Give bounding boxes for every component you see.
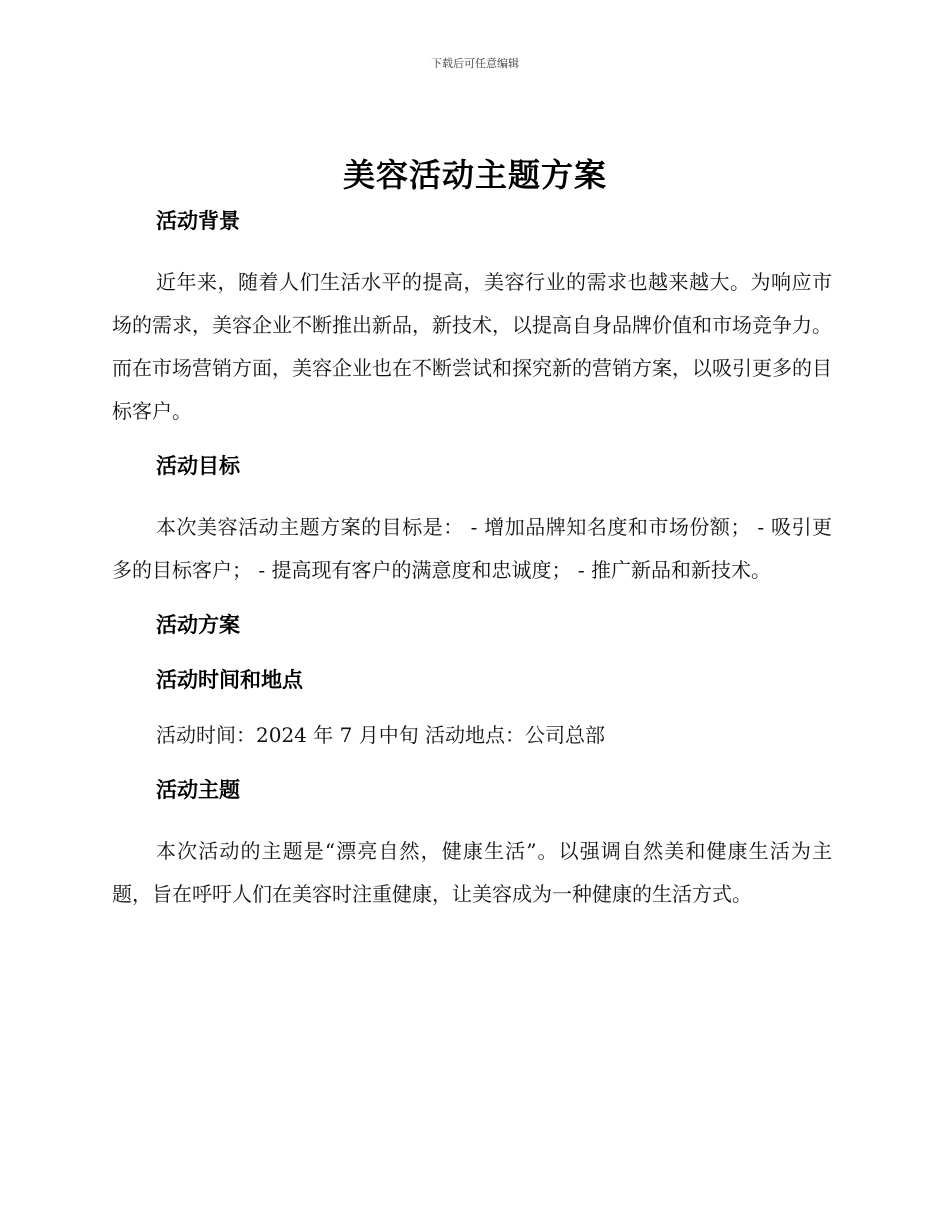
document-body (112, 200, 832, 916)
header-note: 下载后可任意编辑 (431, 57, 519, 70)
section-heading-background: 活动背景 (156, 209, 240, 233)
section-heading-goals: 活动目标 (156, 454, 240, 478)
section-heading-plan: 活动方案 (156, 613, 240, 637)
section-text-background: 近年来，随着人们生活水平的提高，美容行业的需求也越来越大。为响应市场的需求，美容企业不断推出新品，新技术，以提高自身品牌价值和市场竞争力。而在市场营销方面，美容企业也在不断尝试和探究新的营销方案，以吸引更多的目标客户。 (112, 270, 832, 423)
section-text-time-place: 活动时间：2024 年 7 月中旬 活动地点：公司总部 (156, 723, 606, 747)
section-text-theme: 本次活动的主题是“漂亮自然，健康生活”。以强调自然美和健康生活为主题，旨在呼吁人们在美容时注重健康，让美容成为一种健康的生活方式。 (112, 839, 832, 906)
document-title: 美容活动主题方案 (342, 156, 607, 194)
section-text-goals: 本次美容活动主题方案的目标是： - 增加品牌知名度和市场份额； - 吸引更多的目标客户； - 提高现有客户的满意度和忠诚度； - 推广新品和新技术。 (112, 515, 832, 582)
section-heading-time-place: 活动时间和地点 (156, 668, 303, 692)
section-heading-theme: 活动主题 (156, 778, 240, 802)
